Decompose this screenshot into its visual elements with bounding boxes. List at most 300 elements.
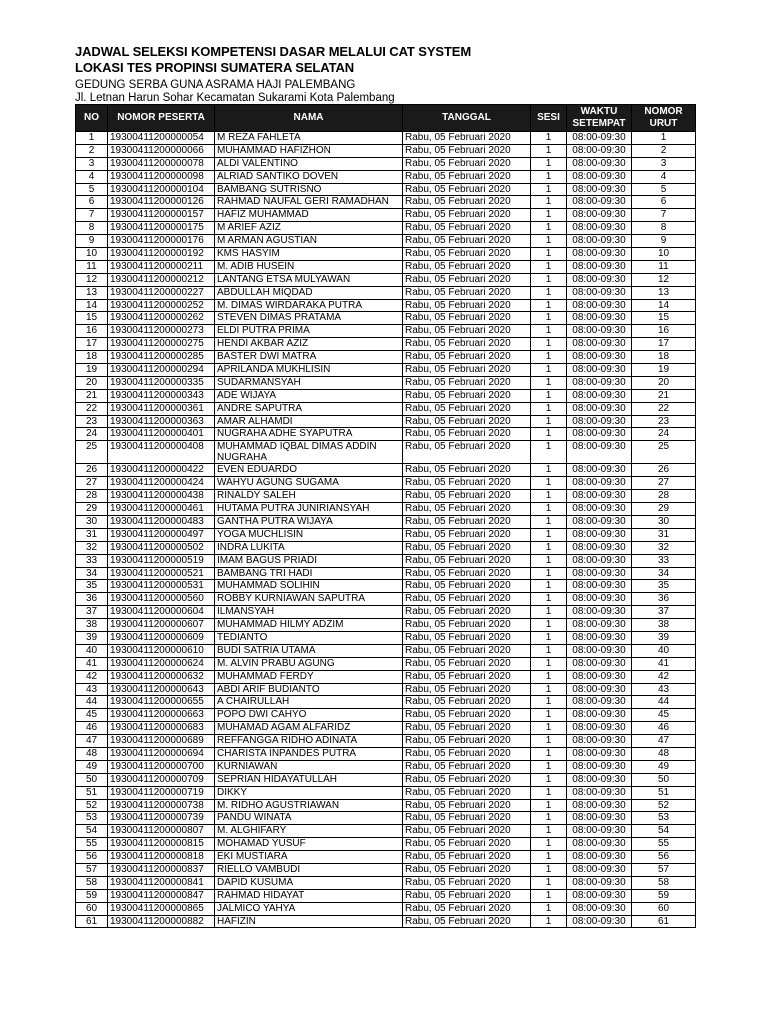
cell-no: 44 xyxy=(76,696,108,709)
cell-no: 13 xyxy=(76,286,108,299)
schedule-table xyxy=(75,104,696,928)
cell-no: 58 xyxy=(76,876,108,889)
cell-waktu: 08:00-09:30 xyxy=(567,364,632,377)
cell-nomor-urut: 51 xyxy=(632,786,696,799)
cell-nomor-peserta: 19300411200000363 xyxy=(108,415,215,428)
cell-no: 35 xyxy=(76,580,108,593)
col-header-nomor-urut xyxy=(632,105,696,132)
cell-waktu: 08:00-09:30 xyxy=(567,735,632,748)
cell-sesi: 1 xyxy=(531,567,567,580)
cell-nomor-peserta: 19300411200000643 xyxy=(108,683,215,696)
cell-tanggal: Rabu, 05 Februari 2020 xyxy=(403,209,531,222)
cell-nomor-peserta: 19300411200000343 xyxy=(108,389,215,402)
cell-tanggal: Rabu, 05 Februari 2020 xyxy=(403,477,531,490)
table-row xyxy=(76,515,696,528)
cell-nomor-urut: 42 xyxy=(632,670,696,683)
cell-tanggal: Rabu, 05 Februari 2020 xyxy=(403,567,531,580)
cell-tanggal: Rabu, 05 Februari 2020 xyxy=(403,876,531,889)
cell-nama: M. ADIB HUSEIN xyxy=(215,260,403,273)
cell-nomor-urut: 31 xyxy=(632,528,696,541)
cell-nama: ANDRE SAPUTRA xyxy=(215,402,403,415)
cell-no: 61 xyxy=(76,915,108,928)
cell-waktu: 08:00-09:30 xyxy=(567,851,632,864)
cell-nomor-urut: 36 xyxy=(632,593,696,606)
cell-nomor-peserta: 19300411200000176 xyxy=(108,235,215,248)
cell-nama: ADE WIJAYA xyxy=(215,389,403,402)
cell-nomor-peserta: 19300411200000560 xyxy=(108,593,215,606)
cell-no: 15 xyxy=(76,312,108,325)
cell-sesi: 1 xyxy=(531,606,567,619)
cell-nama: PANDU WINATA xyxy=(215,812,403,825)
cell-nomor-urut: 47 xyxy=(632,735,696,748)
cell-nomor-urut: 23 xyxy=(632,415,696,428)
cell-nama: MUHAMMAD IQBAL DIMAS ADDIN NUGRAHA xyxy=(215,441,403,464)
table-row xyxy=(76,157,696,170)
col-header-waktu xyxy=(567,105,632,132)
cell-nama: MUHAMAD AGAM ALFARIDZ xyxy=(215,722,403,735)
cell-waktu: 08:00-09:30 xyxy=(567,554,632,567)
cell-nomor-urut: 4 xyxy=(632,170,696,183)
cell-nomor-urut: 33 xyxy=(632,554,696,567)
cell-nomor-peserta: 19300411200000066 xyxy=(108,144,215,157)
cell-nama: M. RIDHO AGUSTRIAWAN xyxy=(215,799,403,812)
cell-tanggal: Rabu, 05 Februari 2020 xyxy=(403,515,531,528)
cell-tanggal: Rabu, 05 Februari 2020 xyxy=(403,183,531,196)
table-row xyxy=(76,902,696,915)
table-row xyxy=(76,657,696,670)
cell-tanggal: Rabu, 05 Februari 2020 xyxy=(403,631,531,644)
cell-nomor-peserta: 19300411200000211 xyxy=(108,260,215,273)
cell-no: 16 xyxy=(76,325,108,338)
cell-waktu: 08:00-09:30 xyxy=(567,338,632,351)
cell-tanggal: Rabu, 05 Februari 2020 xyxy=(403,441,531,464)
cell-waktu: 08:00-09:30 xyxy=(567,889,632,902)
cell-tanggal: Rabu, 05 Februari 2020 xyxy=(403,528,531,541)
cell-nama: RAHMAD NAUFAL GERI RAMADHAN xyxy=(215,196,403,209)
cell-nomor-peserta: 19300411200000401 xyxy=(108,428,215,441)
cell-sesi: 1 xyxy=(531,812,567,825)
cell-sesi: 1 xyxy=(531,747,567,760)
cell-nomor-peserta: 19300411200000655 xyxy=(108,696,215,709)
cell-tanggal: Rabu, 05 Februari 2020 xyxy=(403,364,531,377)
cell-nama: M. ALGHIFARY xyxy=(215,825,403,838)
table-row xyxy=(76,786,696,799)
cell-nomor-urut: 61 xyxy=(632,915,696,928)
cell-sesi: 1 xyxy=(531,170,567,183)
cell-tanggal: Rabu, 05 Februari 2020 xyxy=(403,144,531,157)
cell-nomor-peserta: 19300411200000273 xyxy=(108,325,215,338)
cell-nama: INDRA LUKITA xyxy=(215,541,403,554)
cell-nama: RAHMAD HIDAYAT xyxy=(215,889,403,902)
cell-nama: EKI MUSTIARA xyxy=(215,851,403,864)
cell-tanggal: Rabu, 05 Februari 2020 xyxy=(403,786,531,799)
cell-nama: MUHAMMAD HAFIZHON xyxy=(215,144,403,157)
cell-sesi: 1 xyxy=(531,441,567,464)
table-body xyxy=(76,132,696,928)
cell-nomor-peserta: 19300411200000521 xyxy=(108,567,215,580)
venue-address: Jl. Letnan Harun Sohar Kecamatan Sukarami Kota Palembang xyxy=(75,92,395,104)
cell-tanggal: Rabu, 05 Februari 2020 xyxy=(403,825,531,838)
cell-nomor-peserta: 19300411200000424 xyxy=(108,477,215,490)
table-row xyxy=(76,760,696,773)
cell-nomor-peserta: 19300411200000294 xyxy=(108,364,215,377)
cell-waktu: 08:00-09:30 xyxy=(567,606,632,619)
cell-nama: A CHAIRULLAH xyxy=(215,696,403,709)
table-row xyxy=(76,376,696,389)
cell-nama: ROBBY KURNIAWAN SAPUTRA xyxy=(215,593,403,606)
cell-nama: ALRIAD SANTIKO DOVEN xyxy=(215,170,403,183)
cell-no: 43 xyxy=(76,683,108,696)
cell-nama: BUDI SATRIA UTAMA xyxy=(215,644,403,657)
cell-nomor-urut: 37 xyxy=(632,606,696,619)
cell-no: 59 xyxy=(76,889,108,902)
cell-sesi: 1 xyxy=(531,273,567,286)
cell-nama: ABDI ARIF BUDIANTO xyxy=(215,683,403,696)
cell-nama: M ARIEF AZIZ xyxy=(215,222,403,235)
cell-nomor-urut: 53 xyxy=(632,812,696,825)
table-row xyxy=(76,464,696,477)
table-row xyxy=(76,503,696,516)
table-row xyxy=(76,299,696,312)
col-header-sesi: SESI xyxy=(531,105,567,132)
cell-nomor-urut: 49 xyxy=(632,760,696,773)
table-row xyxy=(76,248,696,261)
cell-nomor-urut: 24 xyxy=(632,428,696,441)
cell-waktu: 08:00-09:30 xyxy=(567,799,632,812)
cell-nomor-urut: 28 xyxy=(632,490,696,503)
cell-tanggal: Rabu, 05 Februari 2020 xyxy=(403,760,531,773)
cell-nama: KMS HASYIM xyxy=(215,248,403,261)
cell-tanggal: Rabu, 05 Februari 2020 xyxy=(403,670,531,683)
cell-tanggal: Rabu, 05 Februari 2020 xyxy=(403,376,531,389)
cell-no: 38 xyxy=(76,619,108,632)
cell-nomor-peserta: 19300411200000262 xyxy=(108,312,215,325)
cell-sesi: 1 xyxy=(531,876,567,889)
table-row xyxy=(76,402,696,415)
cell-no: 7 xyxy=(76,209,108,222)
cell-waktu: 08:00-09:30 xyxy=(567,503,632,516)
table-row xyxy=(76,364,696,377)
cell-waktu: 08:00-09:30 xyxy=(567,144,632,157)
cell-sesi: 1 xyxy=(531,235,567,248)
cell-waktu: 08:00-09:30 xyxy=(567,260,632,273)
table-row xyxy=(76,670,696,683)
cell-sesi: 1 xyxy=(531,144,567,157)
cell-waktu: 08:00-09:30 xyxy=(567,286,632,299)
document-header xyxy=(75,44,695,105)
cell-tanggal: Rabu, 05 Februari 2020 xyxy=(403,402,531,415)
cell-no: 53 xyxy=(76,812,108,825)
cell-nama: DIKKY xyxy=(215,786,403,799)
cell-waktu: 08:00-09:30 xyxy=(567,825,632,838)
cell-no: 48 xyxy=(76,747,108,760)
cell-nomor-peserta: 19300411200000719 xyxy=(108,786,215,799)
cell-tanggal: Rabu, 05 Februari 2020 xyxy=(403,683,531,696)
cell-nomor-urut: 9 xyxy=(632,235,696,248)
cell-waktu: 08:00-09:30 xyxy=(567,325,632,338)
cell-no: 34 xyxy=(76,567,108,580)
cell-no: 52 xyxy=(76,799,108,812)
cell-waktu: 08:00-09:30 xyxy=(567,709,632,722)
cell-tanggal: Rabu, 05 Februari 2020 xyxy=(403,799,531,812)
cell-nomor-peserta: 19300411200000502 xyxy=(108,541,215,554)
cell-sesi: 1 xyxy=(531,183,567,196)
cell-tanggal: Rabu, 05 Februari 2020 xyxy=(403,851,531,864)
cell-waktu: 08:00-09:30 xyxy=(567,490,632,503)
cell-waktu: 08:00-09:30 xyxy=(567,528,632,541)
table-row xyxy=(76,389,696,402)
cell-nomor-urut: 39 xyxy=(632,631,696,644)
cell-nama: DAPID KUSUMA xyxy=(215,876,403,889)
cell-sesi: 1 xyxy=(531,464,567,477)
cell-nomor-peserta: 19300411200000531 xyxy=(108,580,215,593)
cell-nomor-peserta: 19300411200000227 xyxy=(108,286,215,299)
table-row xyxy=(76,222,696,235)
cell-tanggal: Rabu, 05 Februari 2020 xyxy=(403,619,531,632)
cell-nomor-urut: 30 xyxy=(632,515,696,528)
cell-nama: MUHAMMAD FERDY xyxy=(215,670,403,683)
cell-sesi: 1 xyxy=(531,825,567,838)
table-row xyxy=(76,593,696,606)
cell-no: 8 xyxy=(76,222,108,235)
cell-nomor-peserta: 19300411200000694 xyxy=(108,747,215,760)
cell-nomor-urut: 5 xyxy=(632,183,696,196)
table-row xyxy=(76,915,696,928)
table-row xyxy=(76,773,696,786)
table-row xyxy=(76,799,696,812)
cell-nama: TEDIANTO xyxy=(215,631,403,644)
cell-sesi: 1 xyxy=(531,286,567,299)
cell-nama: M. ALVIN PRABU AGUNG xyxy=(215,657,403,670)
col-header-waktu-line1: WAKTU xyxy=(580,106,618,117)
cell-nomor-urut: 34 xyxy=(632,567,696,580)
cell-waktu: 08:00-09:30 xyxy=(567,657,632,670)
cell-sesi: 1 xyxy=(531,248,567,261)
table-row xyxy=(76,490,696,503)
cell-waktu: 08:00-09:30 xyxy=(567,157,632,170)
cell-no: 32 xyxy=(76,541,108,554)
cell-no: 49 xyxy=(76,760,108,773)
cell-nomor-urut: 59 xyxy=(632,889,696,902)
cell-nama: CHARISTA INPANDES PUTRA xyxy=(215,747,403,760)
cell-tanggal: Rabu, 05 Februari 2020 xyxy=(403,503,531,516)
cell-no: 11 xyxy=(76,260,108,273)
cell-no: 31 xyxy=(76,528,108,541)
cell-tanggal: Rabu, 05 Februari 2020 xyxy=(403,915,531,928)
cell-nomor-peserta: 19300411200000461 xyxy=(108,503,215,516)
cell-sesi: 1 xyxy=(531,760,567,773)
cell-waktu: 08:00-09:30 xyxy=(567,351,632,364)
cell-sesi: 1 xyxy=(531,209,567,222)
cell-nama: SEPRIAN HIDAYATULLAH xyxy=(215,773,403,786)
cell-nomor-peserta: 19300411200000632 xyxy=(108,670,215,683)
table-row xyxy=(76,825,696,838)
table-row xyxy=(76,196,696,209)
cell-nama: M REZA FAHLETA xyxy=(215,132,403,145)
cell-sesi: 1 xyxy=(531,325,567,338)
table-row xyxy=(76,812,696,825)
table-row xyxy=(76,286,696,299)
cell-sesi: 1 xyxy=(531,683,567,696)
cell-no: 22 xyxy=(76,402,108,415)
cell-tanggal: Rabu, 05 Februari 2020 xyxy=(403,222,531,235)
table-row xyxy=(76,876,696,889)
cell-no: 23 xyxy=(76,415,108,428)
cell-sesi: 1 xyxy=(531,157,567,170)
cell-no: 10 xyxy=(76,248,108,261)
cell-no: 55 xyxy=(76,838,108,851)
cell-nomor-peserta: 19300411200000882 xyxy=(108,915,215,928)
table-row xyxy=(76,541,696,554)
cell-no: 54 xyxy=(76,825,108,838)
cell-tanggal: Rabu, 05 Februari 2020 xyxy=(403,863,531,876)
cell-no: 41 xyxy=(76,657,108,670)
cell-nomor-urut: 14 xyxy=(632,299,696,312)
cell-sesi: 1 xyxy=(531,196,567,209)
cell-nomor-urut: 44 xyxy=(632,696,696,709)
cell-nomor-peserta: 19300411200000361 xyxy=(108,402,215,415)
cell-waktu: 08:00-09:30 xyxy=(567,183,632,196)
cell-tanggal: Rabu, 05 Februari 2020 xyxy=(403,312,531,325)
cell-tanggal: Rabu, 05 Februari 2020 xyxy=(403,415,531,428)
cell-waktu: 08:00-09:30 xyxy=(567,863,632,876)
cell-waktu: 08:00-09:30 xyxy=(567,915,632,928)
cell-nomor-urut: 60 xyxy=(632,902,696,915)
cell-tanggal: Rabu, 05 Februari 2020 xyxy=(403,889,531,902)
cell-tanggal: Rabu, 05 Februari 2020 xyxy=(403,286,531,299)
cell-nomor-urut: 22 xyxy=(632,402,696,415)
cell-waktu: 08:00-09:30 xyxy=(567,619,632,632)
cell-nama: HAFIZIN xyxy=(215,915,403,928)
table-row xyxy=(76,183,696,196)
table-row xyxy=(76,606,696,619)
cell-nama: AMAR ALHAMDI xyxy=(215,415,403,428)
table-row xyxy=(76,338,696,351)
cell-nomor-urut: 6 xyxy=(632,196,696,209)
cell-nama: YOGA MUCHLISIN xyxy=(215,528,403,541)
cell-nomor-peserta: 19300411200000212 xyxy=(108,273,215,286)
cell-no: 9 xyxy=(76,235,108,248)
cell-no: 37 xyxy=(76,606,108,619)
cell-tanggal: Rabu, 05 Februari 2020 xyxy=(403,902,531,915)
cell-sesi: 1 xyxy=(531,299,567,312)
cell-nama: BAMBANG SUTRISNO xyxy=(215,183,403,196)
cell-waktu: 08:00-09:30 xyxy=(567,876,632,889)
cell-waktu: 08:00-09:30 xyxy=(567,773,632,786)
cell-waktu: 08:00-09:30 xyxy=(567,170,632,183)
table-row xyxy=(76,580,696,593)
cell-nomor-peserta: 19300411200000709 xyxy=(108,773,215,786)
cell-nomor-urut: 46 xyxy=(632,722,696,735)
cell-nama: ABDULLAH MIQDAD xyxy=(215,286,403,299)
page-subtitle: LOKASI TES PROPINSI SUMATERA SELATAN xyxy=(75,59,355,75)
cell-nama: ELDI PUTRA PRIMA xyxy=(215,325,403,338)
cell-waktu: 08:00-09:30 xyxy=(567,580,632,593)
cell-sesi: 1 xyxy=(531,490,567,503)
cell-sesi: 1 xyxy=(531,222,567,235)
table-row xyxy=(76,631,696,644)
cell-sesi: 1 xyxy=(531,554,567,567)
cell-nomor-peserta: 19300411200000104 xyxy=(108,183,215,196)
cell-sesi: 1 xyxy=(531,580,567,593)
cell-sesi: 1 xyxy=(531,915,567,928)
venue-name: GEDUNG SERBA GUNA ASRAMA HAJI PALEMBANG xyxy=(75,79,356,91)
cell-no: 4 xyxy=(76,170,108,183)
cell-waktu: 08:00-09:30 xyxy=(567,273,632,286)
cell-nomor-urut: 2 xyxy=(632,144,696,157)
cell-sesi: 1 xyxy=(531,838,567,851)
col-header-nomor-peserta: NOMOR PESERTA xyxy=(108,105,215,132)
cell-nama: MUHAMMAD HILMY ADZIM xyxy=(215,619,403,632)
cell-no: 2 xyxy=(76,144,108,157)
cell-tanggal: Rabu, 05 Februari 2020 xyxy=(403,132,531,145)
cell-no: 25 xyxy=(76,441,108,464)
cell-tanggal: Rabu, 05 Februari 2020 xyxy=(403,554,531,567)
cell-sesi: 1 xyxy=(531,364,567,377)
cell-nomor-peserta: 19300411200000252 xyxy=(108,299,215,312)
cell-sesi: 1 xyxy=(531,477,567,490)
cell-nomor-urut: 57 xyxy=(632,863,696,876)
cell-nomor-urut: 18 xyxy=(632,351,696,364)
cell-nomor-peserta: 19300411200000739 xyxy=(108,812,215,825)
cell-sesi: 1 xyxy=(531,799,567,812)
cell-no: 42 xyxy=(76,670,108,683)
cell-nomor-urut: 26 xyxy=(632,464,696,477)
cell-nomor-peserta: 19300411200000078 xyxy=(108,157,215,170)
cell-waktu: 08:00-09:30 xyxy=(567,235,632,248)
cell-sesi: 1 xyxy=(531,735,567,748)
table-row xyxy=(76,554,696,567)
cell-nama: KURNIAWAN xyxy=(215,760,403,773)
cell-nomor-urut: 32 xyxy=(632,541,696,554)
cell-nomor-peserta: 19300411200000098 xyxy=(108,170,215,183)
table-row xyxy=(76,441,696,464)
cell-nama: NUGRAHA ADHE SYAPUTRA xyxy=(215,428,403,441)
cell-waktu: 08:00-09:30 xyxy=(567,541,632,554)
cell-nomor-peserta: 19300411200000818 xyxy=(108,851,215,864)
cell-nomor-urut: 35 xyxy=(632,580,696,593)
cell-sesi: 1 xyxy=(531,338,567,351)
cell-nomor-peserta: 19300411200000483 xyxy=(108,515,215,528)
cell-tanggal: Rabu, 05 Februari 2020 xyxy=(403,696,531,709)
cell-nomor-urut: 19 xyxy=(632,364,696,377)
cell-nama: MUHAMMAD SOLIHIN xyxy=(215,580,403,593)
cell-waktu: 08:00-09:30 xyxy=(567,132,632,145)
cell-sesi: 1 xyxy=(531,376,567,389)
cell-waktu: 08:00-09:30 xyxy=(567,248,632,261)
cell-nomor-peserta: 19300411200000609 xyxy=(108,631,215,644)
cell-nomor-urut: 56 xyxy=(632,851,696,864)
cell-nomor-peserta: 19300411200000663 xyxy=(108,709,215,722)
cell-nama: BAMBANG TRI HADI xyxy=(215,567,403,580)
cell-nama: STEVEN DIMAS PRATAMA xyxy=(215,312,403,325)
cell-tanggal: Rabu, 05 Februari 2020 xyxy=(403,196,531,209)
cell-nomor-urut: 48 xyxy=(632,747,696,760)
cell-nomor-urut: 3 xyxy=(632,157,696,170)
cell-no: 28 xyxy=(76,490,108,503)
table-row xyxy=(76,838,696,851)
cell-nama: POPO DWI CAHYO xyxy=(215,709,403,722)
table-row xyxy=(76,351,696,364)
cell-nomor-peserta: 19300411200000285 xyxy=(108,351,215,364)
cell-nama: ALDI VALENTINO xyxy=(215,157,403,170)
cell-nomor-peserta: 19300411200000683 xyxy=(108,722,215,735)
cell-waktu: 08:00-09:30 xyxy=(567,683,632,696)
cell-waktu: 08:00-09:30 xyxy=(567,299,632,312)
cell-no: 6 xyxy=(76,196,108,209)
cell-no: 57 xyxy=(76,863,108,876)
cell-waktu: 08:00-09:30 xyxy=(567,760,632,773)
